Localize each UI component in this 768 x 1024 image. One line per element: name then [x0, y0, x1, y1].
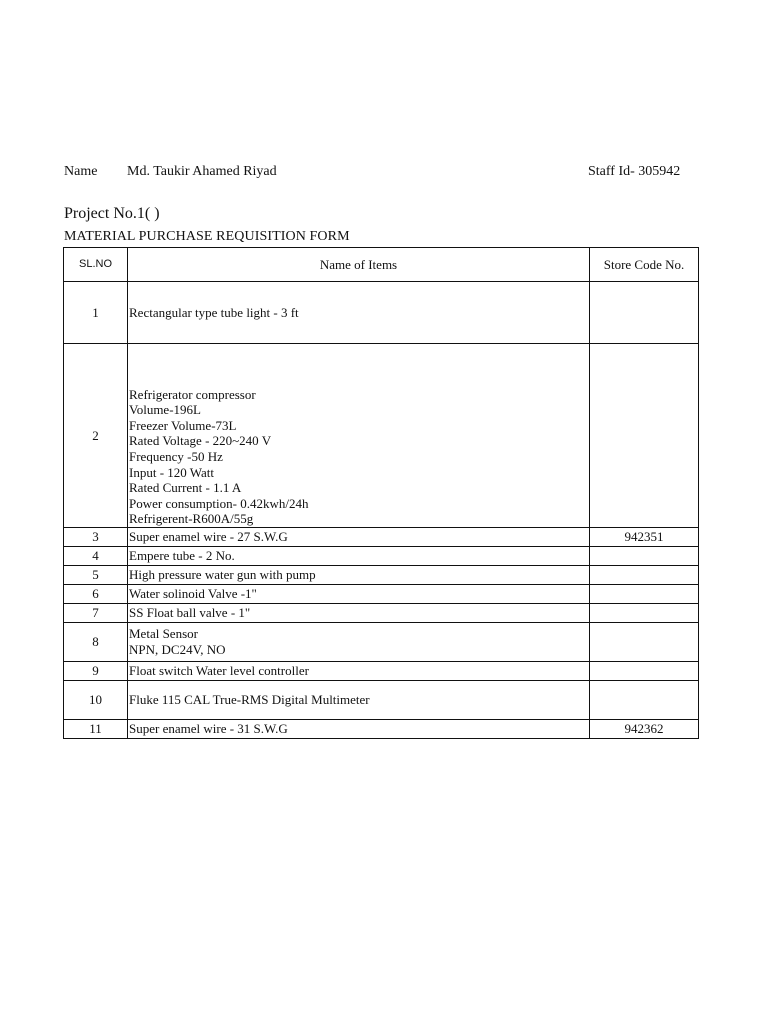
column-header-item-name: Name of Items	[128, 248, 590, 282]
row-sl-no: 7	[64, 604, 128, 623]
item-line: NPN, DC24V, NO	[129, 642, 226, 657]
table-row	[64, 282, 699, 344]
row-item-name	[128, 623, 590, 662]
item-line: Rated Current - 1.1 A	[129, 480, 242, 496]
row-store-code	[590, 623, 699, 662]
row-sl-no: 2	[64, 344, 128, 528]
item-line: Freezer Volume-73L	[129, 417, 237, 433]
row-store-code	[590, 566, 699, 585]
row-sl-no: 8	[64, 623, 128, 662]
item-line: Refrigerator compressor	[129, 386, 256, 402]
item-line: Metal Sensor	[129, 626, 198, 642]
row-store-code	[590, 585, 699, 604]
row-item-name: Empere tube - 2 No.	[128, 547, 590, 566]
table-row	[64, 720, 699, 739]
table-row	[64, 344, 699, 528]
row-item-name: Float switch Water level controller	[128, 662, 590, 681]
row-store-code	[590, 604, 699, 623]
row-item-name: Rectangular type tube light - 3 ft	[128, 282, 590, 344]
column-header-sl-no: SL.NO	[64, 248, 128, 282]
name-value: Md. Taukir Ahamed Riyad	[127, 164, 277, 179]
row-store-code	[590, 662, 699, 681]
item-line: Refrigerent-R600A/55g	[129, 511, 254, 527]
item-line: Frequency -50 Hz	[129, 449, 223, 465]
row-item-name: Super enamel wire - 31 S.W.G	[128, 720, 590, 739]
project-number: Project No.1( )	[64, 205, 160, 222]
row-sl-no: 9	[64, 662, 128, 681]
row-item-name	[128, 344, 590, 528]
table-row	[64, 528, 699, 547]
row-sl-no: 1	[64, 282, 128, 344]
row-item-name: High pressure water gun with pump	[128, 566, 590, 585]
row-store-code: 942351	[590, 528, 699, 547]
row-sl-no: 5	[64, 566, 128, 585]
item-line: Rated Voltage - 220~240 V	[129, 433, 272, 449]
row-sl-no: 3	[64, 528, 128, 547]
table-row	[64, 547, 699, 566]
row-sl-no: 10	[64, 681, 128, 720]
table-row	[64, 662, 699, 681]
row-item-name: Water solinoid Valve -1"	[128, 585, 590, 604]
row-store-code	[590, 547, 699, 566]
row-item-name: Super enamel wire - 27 S.W.G	[128, 528, 590, 547]
row-store-code	[590, 282, 699, 344]
row-sl-no: 4	[64, 547, 128, 566]
table-row	[64, 604, 699, 623]
row-sl-no: 6	[64, 585, 128, 604]
row-store-code: 942362	[590, 720, 699, 739]
row-store-code	[590, 681, 699, 720]
table-row	[64, 585, 699, 604]
staff-id: Staff Id- 305942	[588, 164, 681, 179]
column-header-store-code: Store Code No.	[590, 248, 699, 282]
table-row	[64, 566, 699, 585]
form-title: MATERIAL PURCHASE REQUISITION FORM	[64, 229, 350, 244]
item-line: Volume-196L	[129, 402, 201, 418]
row-sl-no: 11	[64, 720, 128, 739]
item-line: Input - 120 Watt	[129, 464, 215, 480]
table-row	[64, 681, 699, 720]
item-line: Power consumption- 0.42kwh/24h	[129, 495, 309, 511]
row-item-name: SS Float ball valve - 1"	[128, 604, 590, 623]
name-label: Name	[64, 164, 98, 179]
requisition-table	[63, 247, 699, 739]
row-item-name: Fluke 115 CAL True-RMS Digital Multimeter	[128, 681, 590, 720]
table-row	[64, 623, 699, 662]
row-store-code	[590, 344, 699, 528]
table-header-row	[64, 248, 699, 282]
